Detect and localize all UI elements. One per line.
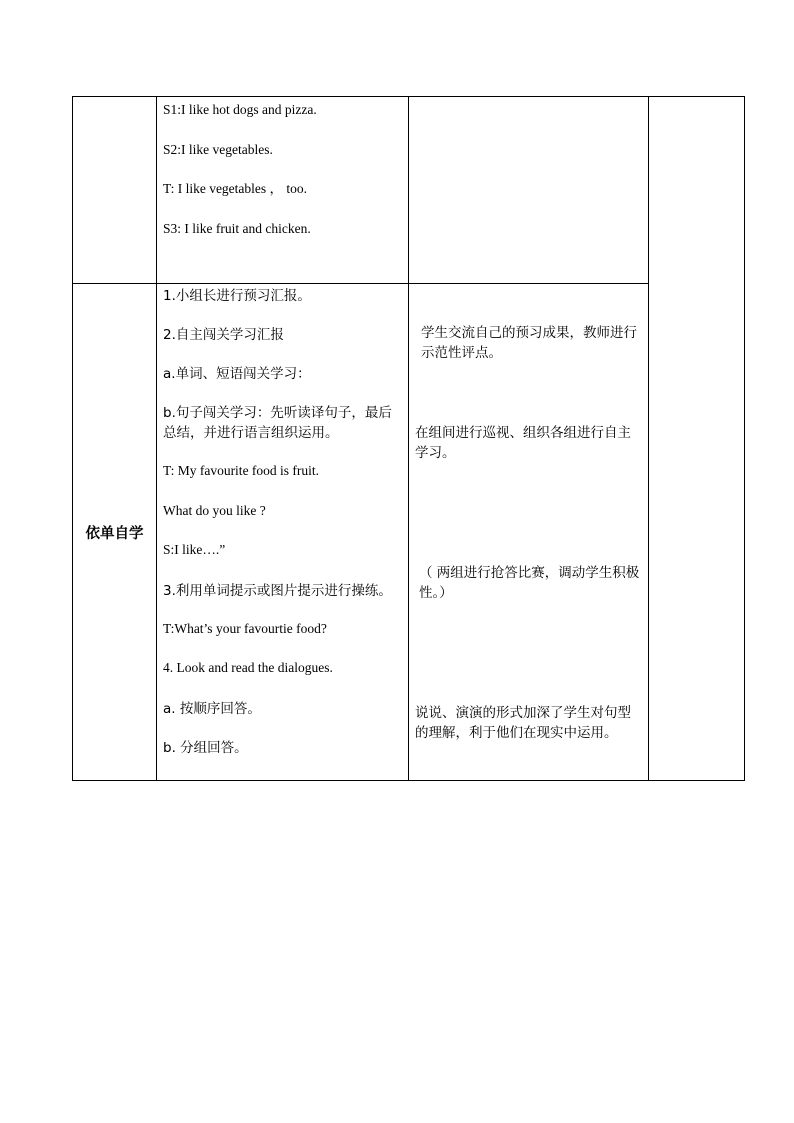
dialogue-line: S2:I like vegetables.	[163, 141, 273, 157]
stage-label: 依单自学	[73, 284, 157, 781]
teaching-notes-cell	[409, 284, 649, 781]
step-text: b.句子闯关学习：先听读译句子，最后总结，并进行语言组织运用。	[163, 405, 392, 441]
note-text: 在组间进行巡视、组织各组进行自主学习。	[415, 425, 631, 461]
dialogue-line: S1:I like hot dogs and pizza.	[163, 102, 317, 117]
stage-label-cell-empty	[73, 97, 157, 284]
dialogue-line: T: I like vegetables ， too.	[163, 181, 308, 196]
step-text: a. 按顺序回答。	[163, 700, 261, 717]
step-text: S:I like….”	[163, 542, 226, 557]
step-text: What do you like ?	[163, 502, 266, 518]
table-row	[73, 284, 745, 781]
table-row	[73, 97, 745, 284]
notes-cell-empty	[409, 97, 649, 284]
step-text: 3.利用单词提示或图片提示进行操练。	[163, 582, 392, 599]
step-text: 2.自主闯关学习汇报	[163, 327, 284, 343]
activity-steps-cell	[157, 284, 409, 781]
note-text: 说说、演演的形式加深了学生对句型的理解，利于他们在现实中运用。	[415, 705, 631, 741]
step-text: T:What’s your favourtie food?	[163, 620, 327, 636]
note-text: 学生交流自己的预习成果，教师进行示范性评点。	[421, 325, 637, 361]
dialogue-line: S3: I like fruit and chicken.	[163, 220, 311, 236]
step-text: 4. Look and read the dialogues.	[163, 660, 333, 675]
lesson-plan-table	[72, 96, 745, 781]
step-text: a.单词、短语闯关学习：	[163, 366, 311, 382]
dialogue-cell	[157, 97, 409, 284]
step-text: T: My favourite food is fruit.	[163, 463, 320, 478]
step-text: 1.小组长进行预习汇报。	[163, 288, 311, 304]
step-text: b. 分组回答。	[163, 739, 248, 756]
remarks-cell	[649, 97, 745, 781]
note-text: （ 两组进行抢答比赛，调动学生积极性。）	[419, 565, 640, 601]
